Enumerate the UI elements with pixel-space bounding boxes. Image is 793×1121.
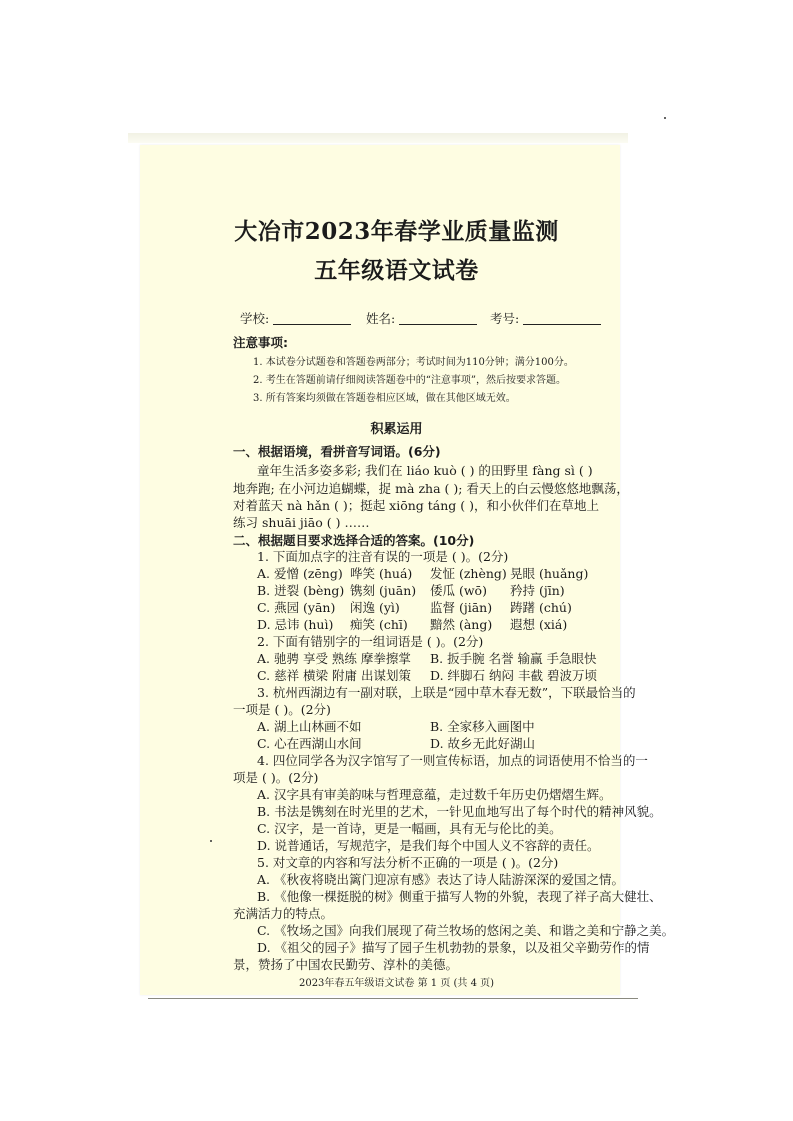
school-blank [273, 312, 351, 325]
q2-4-option: C. 汉字，是一首诗，更是一幅画，具有无与伦比的美。 [257, 821, 562, 836]
scan-edge [128, 133, 628, 143]
q2-1-option: 倭瓜 (wō) [430, 583, 487, 598]
q1-text-line: 童年生活多姿多彩; 我们在 liáo kuò ( ) 的田野里 fàng sì ( ) [257, 463, 593, 478]
q2-2-option: D. 绊脚石 纳闷 丰截 碧波万顷 [430, 668, 597, 683]
q2-3-option: A. 湖上山林画不如 [257, 719, 362, 734]
q2-1-option: 黯然 (àng) [430, 617, 493, 632]
exam-title: 大冶市2023年春学业质量监测 [234, 218, 559, 245]
q2-1-option: 哗笑 (huá) [350, 566, 413, 581]
school-label: 学校: [240, 311, 270, 326]
q2-5-option: D. 《祖父的园子》描写了园子生机勃勃的景象，以及祖父辛勤劳作的情 [257, 940, 650, 955]
q2-5-option: B. 《他像一棵挺脱的树》侧重于描写人物的外貌，表现了祥子高大健壮、 [257, 889, 662, 904]
q1-text-line: 练习 shuāi jiāo ( ) …… [233, 515, 370, 530]
q2-5-option: 充满活力的特点。 [233, 906, 334, 921]
q1-heading: 一、根据语境，看拼音写词语。(6分) [233, 444, 441, 459]
q2-1-option: 踌躇 (chú) [510, 600, 572, 615]
notes-heading: 注意事项: [233, 335, 288, 350]
page-footer: 2023年春五年级语文试卷 第 1 页 (共 4 页) [298, 978, 495, 989]
q2-4-option: D. 说普通话，写规范字，是我们每个中国人义不容辞的责任。 [257, 838, 600, 853]
q2-heading: 二、根据题目要求选择合适的答案。(10分) [233, 533, 475, 548]
q2-3-option: C. 心在西湖山水间 [257, 736, 362, 751]
name-blank [399, 312, 477, 325]
q2-5-option: C. 《牧场之国》向我们展现了荷兰牧场的悠闲之美、和谐之美和宁静之美。 [257, 923, 675, 938]
q2-2-option: C. 慈祥 横梁 附庸 出谋划策 [257, 668, 411, 683]
q2-3-stem: 3. 杭州西湖边有一副对联，上联是“园中草木春无数”，下联最恰当的 [257, 685, 636, 700]
q2-1-option: 遐想 (xiá) [510, 617, 568, 632]
school-field [240, 309, 351, 327]
q2-1-option: 痴笑 (chī) [350, 617, 408, 632]
scan-speck [664, 117, 666, 119]
q2-1-option: D. 忌讳 (huì) [257, 617, 334, 632]
q2-1-option: B. 迸裂 (bèng) [257, 583, 345, 598]
q2-1-option: 矜持 (jīn) [510, 583, 565, 598]
q2-2-option: B. 扳手腕 名誉 输赢 手急眼快 [430, 651, 597, 666]
q2-3-option: B. 全家移入画图中 [430, 719, 535, 734]
note-item: 2. 考生在答题前请仔细阅读答题卷中的“注意事项”，然后按要求答题。 [253, 375, 566, 386]
q2-4-stem: 4. 四位同学各为汉字馆写了一则宣传标语，加点的词语使用不恰当的一 [257, 753, 648, 768]
exam-subtitle: 五年级语文试卷 [314, 257, 479, 284]
q2-1-option: 晃眼 (huǎng) [510, 566, 589, 581]
q2-1-option: C. 燕园 (yān) [257, 600, 336, 615]
section-title: 积累运用 [370, 422, 423, 437]
scan-speck [210, 840, 212, 842]
name-label: 姓名: [366, 311, 396, 326]
q2-4-option: A. 汉字具有审美韵味与哲理意蕴，走过数千年历史仍熠熠生辉。 [257, 787, 612, 802]
q2-5-option: 景，赞扬了中国农民勤劳、淳朴的美德。 [233, 957, 459, 972]
q2-2-stem: 2. 下面有错别字的一组词语是 ( )。(2分) [257, 634, 484, 649]
q2-1-option: 镌刻 (juān) [350, 583, 417, 598]
q2-5-stem: 5. 对文章的内容和写法分析不正确的一项是 ( )。(2分) [257, 855, 559, 870]
exam-number-blank [523, 312, 601, 325]
q2-1-option: A. 爱憎 (zēng) [257, 566, 343, 581]
scan-border-line [148, 998, 638, 999]
q2-1-option: 闲逸 (yì) [350, 600, 400, 615]
q2-1-stem: 1. 下面加点字的注音有误的一项是 ( )。(2分) [257, 549, 509, 564]
q2-1-option: 监督 (jiān) [430, 600, 493, 615]
q2-3-stem: 一项是 ( )。(2分) [233, 702, 331, 717]
note-item: 3. 所有答案均须做在答题卷相应区域，做在其他区域无效。 [253, 393, 516, 404]
q2-1-option: 发怔 (zhèng) [430, 566, 507, 581]
q2-2-option: A. 驰骋 享受 熟练 摩拳擦掌 [257, 651, 411, 666]
q2-3-option: D. 故乡无此好湖山 [430, 736, 536, 751]
name-field [366, 309, 477, 327]
q2-4-stem: 项是 ( )。(2分) [233, 770, 319, 785]
q2-4-option: B. 书法是镌刻在时光里的艺术，一针见血地写出了每个时代的精神风貌。 [257, 804, 662, 819]
note-item: 1. 本试卷分试题卷和答题卷两部分；考试时间为110分钟；满分100分。 [253, 357, 574, 368]
q2-5-option: A. 《秋夜将晓出篱门迎凉有感》表达了诗人陆游深深的爱国之情。 [257, 872, 624, 887]
q1-text-line: 地奔跑; 在小河边追蝴蝶，捉 mà zha ( ); 看天上的白云慢悠悠地飘荡， [233, 481, 629, 496]
q1-text-line: 对着蓝天 nà hǎn ( )；挺起 xiōng táng ( )，和小伙伴们在草地上 [233, 498, 600, 513]
exam-number-field [490, 309, 601, 327]
exam-number-label: 考号: [490, 311, 520, 326]
